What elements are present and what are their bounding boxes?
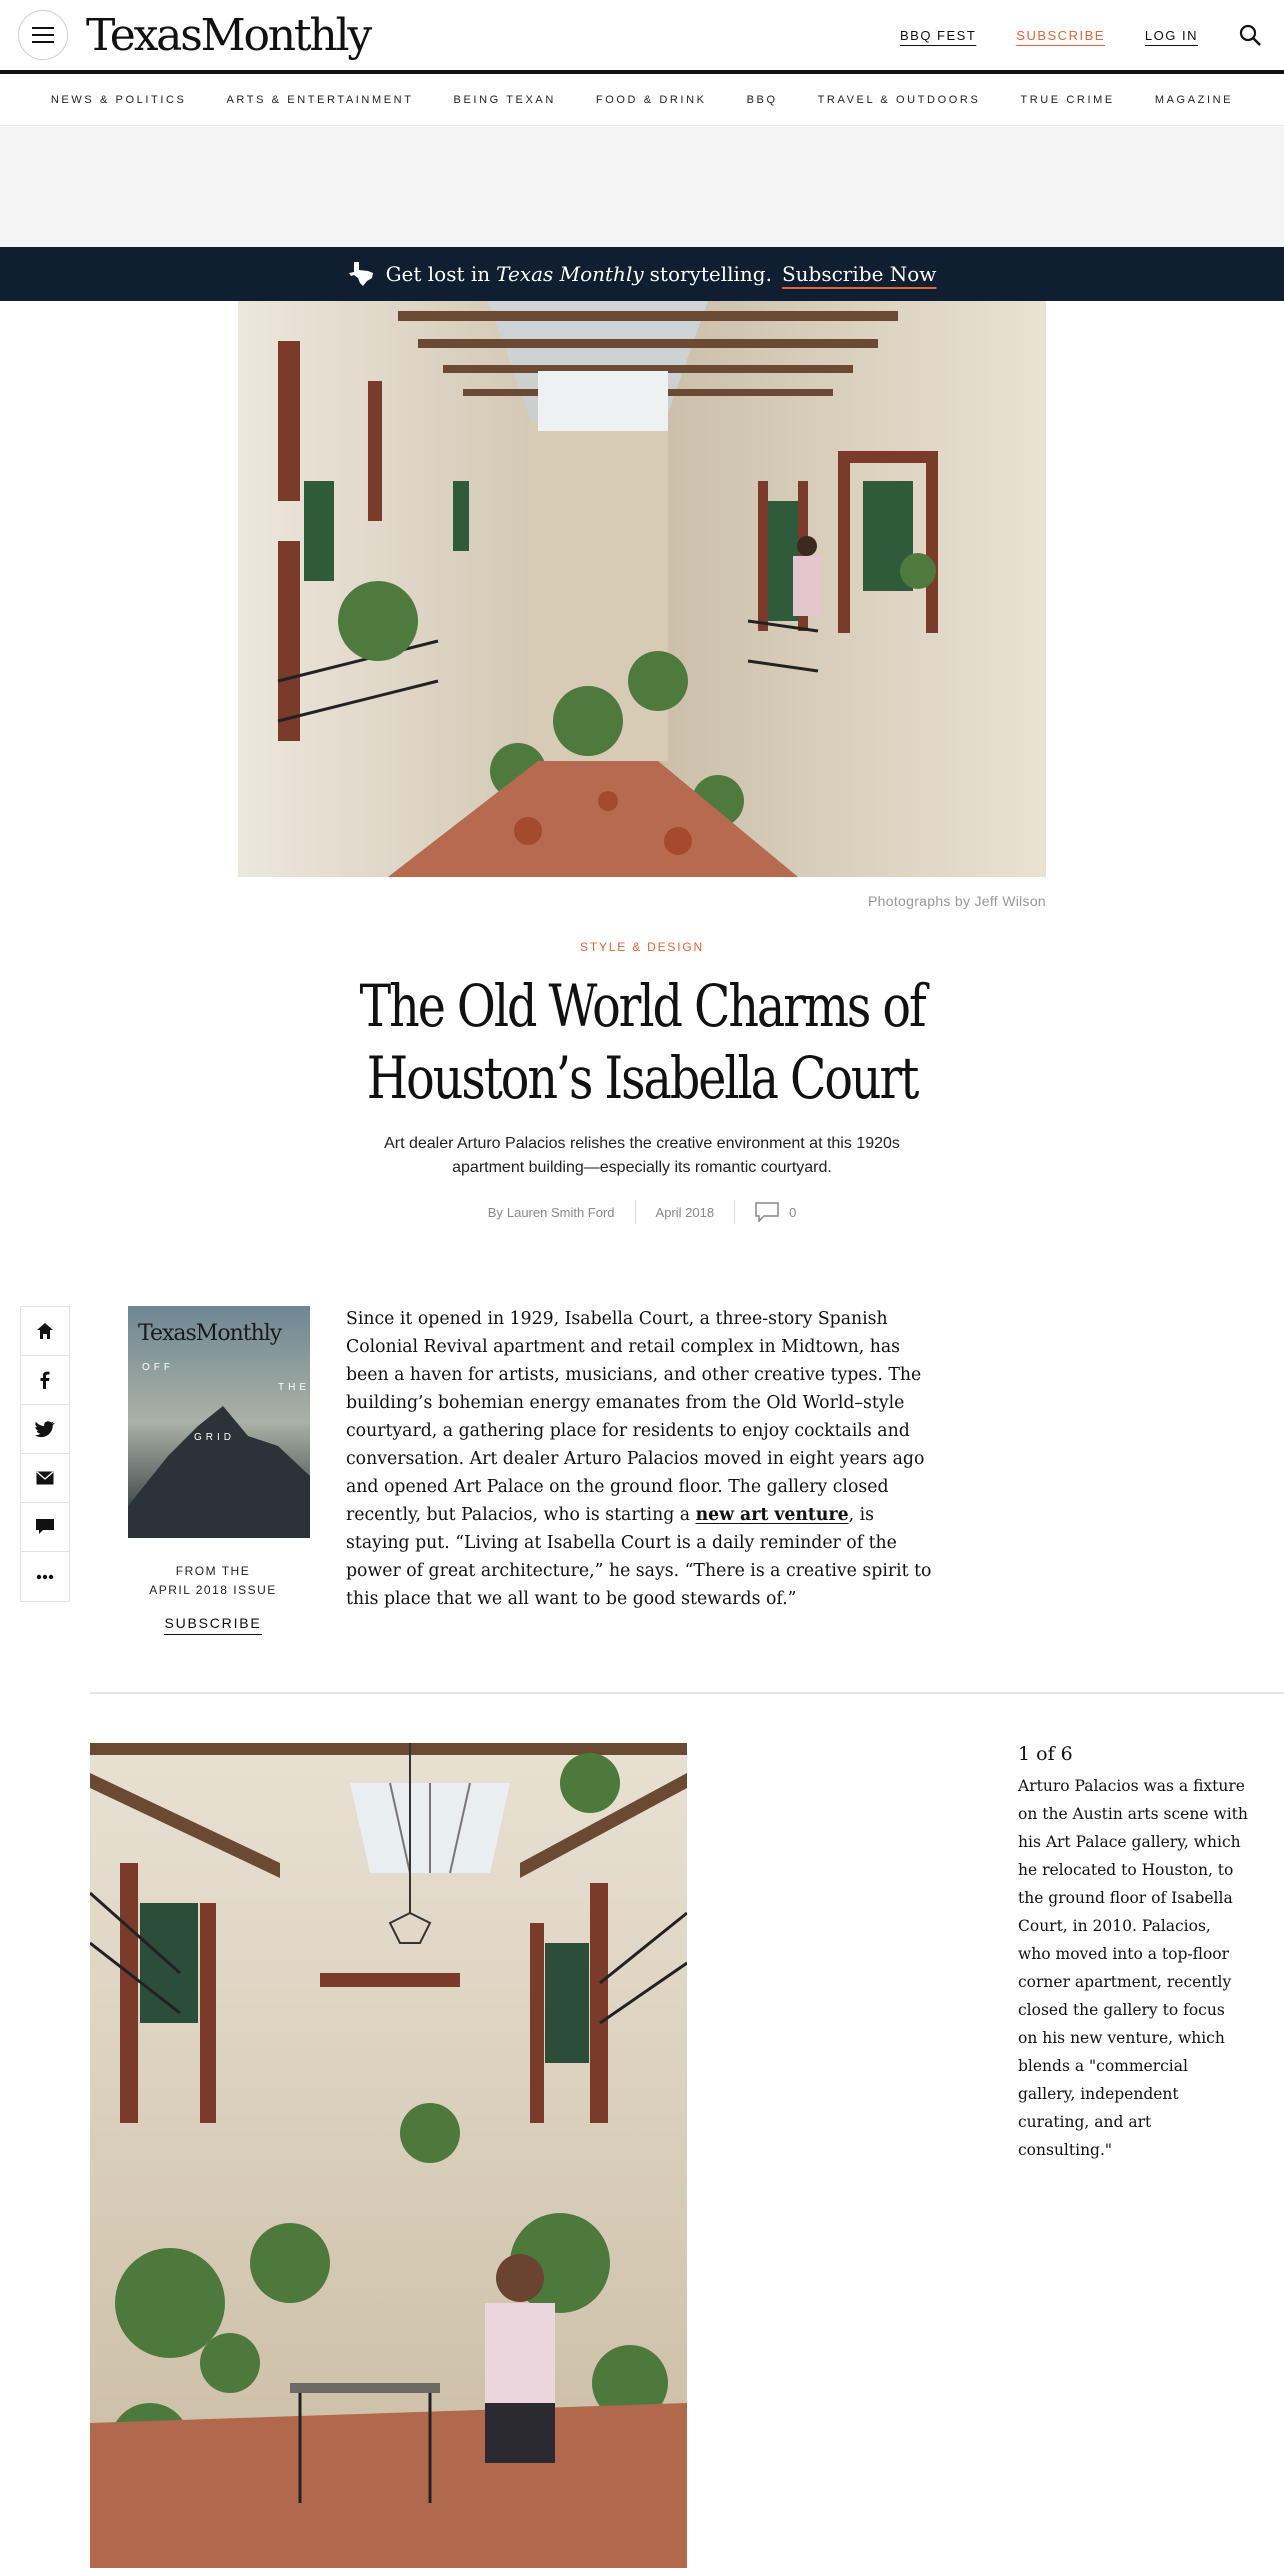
magazine-cover[interactable]	[128, 1306, 310, 1538]
home-button[interactable]	[21, 1307, 69, 1356]
cover-grid: GRID	[194, 1432, 235, 1443]
article-body	[346, 1305, 942, 1613]
body-text-end: , is staying put. “Living at Isabella Court is a daily reminder of the power of great architecture,” he says. “There is a creative spirit to this place that we all want to be good stewards of.”	[346, 1505, 932, 1609]
gallery-image[interactable]	[90, 1743, 687, 2568]
banner-text-end: storytelling.	[649, 262, 772, 286]
search-icon[interactable]	[1238, 23, 1262, 47]
byline-divider	[635, 1200, 636, 1224]
hamburger-icon	[32, 27, 54, 43]
site-header	[0, 0, 1284, 74]
nav-item-magazine[interactable]: MAGAZINE	[1154, 93, 1234, 106]
nav-item-food-drink[interactable]: FOOD & DRINK	[595, 93, 707, 106]
byline	[0, 1200, 1284, 1224]
author-link[interactable]: Lauren Smith Ford	[506, 1204, 615, 1220]
subscribe-now-link[interactable]: Subscribe Now	[781, 262, 937, 286]
issue-label	[110, 1562, 316, 1600]
banner-brand: Texas Monthly	[496, 262, 644, 286]
twitter-share-button[interactable]	[21, 1405, 69, 1454]
bbq-fest-link[interactable]: BBQ FEST	[899, 27, 977, 43]
courtyard-photo	[238, 301, 1046, 877]
subscribe-link[interactable]: SUBSCRIBE	[1016, 27, 1105, 43]
gallery-photo	[90, 1743, 687, 2568]
more-share-button[interactable]	[21, 1552, 69, 1601]
comment-count: 0	[789, 1204, 797, 1220]
photo-credit: Photographs by Jeff Wilson	[868, 893, 1046, 909]
nav-item-being-texan[interactable]: BEING TEXAN	[453, 93, 556, 106]
section-nav	[0, 74, 1284, 126]
issue-label-line1: FROM THE	[175, 1564, 251, 1578]
issue-label-line2: APRIL 2018 ISSUE	[149, 1583, 277, 1597]
issue-subscribe-link[interactable]	[110, 1615, 316, 1631]
email-icon	[36, 1471, 54, 1485]
category-kicker[interactable]: STYLE & DESIGN	[580, 940, 704, 954]
comment-icon	[36, 1519, 54, 1535]
nav-item-arts-entertainment[interactable]: ARTS & ENTERTAINMENT	[226, 93, 414, 106]
facebook-icon	[36, 1371, 54, 1389]
cover-logo: TexasMonthly	[138, 1321, 282, 1346]
cover-off: OFF	[142, 1362, 174, 1373]
article-dek: Art dealer Arturo Palacios relishes the creative environment at this 1920s apartment building—especially its romantic courtyard.	[384, 1135, 900, 1176]
site-logo[interactable]: TexasMonthly	[86, 10, 371, 61]
login-link[interactable]: LOG IN	[1144, 27, 1198, 43]
new-art-venture-link[interactable]: new art venture	[695, 1505, 849, 1525]
hero-image	[238, 301, 1046, 877]
nav-item-true-crime[interactable]: TRUE CRIME	[1020, 93, 1115, 106]
byline-divider	[734, 1200, 735, 1224]
facebook-share-button[interactable]	[21, 1356, 69, 1405]
issue-subscribe-label: SUBSCRIBE	[164, 1615, 261, 1635]
comment-button[interactable]	[21, 1503, 69, 1552]
nav-item-travel-outdoors[interactable]: TRAVEL & OUTDOORS	[817, 93, 981, 106]
email-share-button[interactable]	[21, 1454, 69, 1503]
gallery-caption: Arturo Palacios was a fixture on the Austin arts scene with his Art Palace gallery, which he relocated to Houston, to the ground floor of Isabella Court, in 2010. Palacios, who moved into a top-floor corner apartment, recently closed the gallery to focus on his new venture, which blends a "commercial gallery, independent curating, and art consulting."	[1018, 1777, 1248, 2159]
comment-bubble-icon	[755, 1202, 779, 1222]
comments-link[interactable]	[755, 1202, 796, 1222]
gallery-counter: 1 of 6	[1018, 1743, 1073, 1765]
banner-text: Get lost in	[385, 262, 491, 286]
subscribe-banner	[0, 247, 1284, 301]
publish-date: April 2018	[655, 1204, 715, 1220]
home-icon	[36, 1322, 54, 1340]
byline-by: By	[487, 1204, 503, 1220]
ad-slot	[0, 127, 1284, 247]
share-rail	[20, 1306, 70, 1602]
body-text-start: Since it opened in 1929, Isabella Court, a three-story Spanish Colonial Revival apartment and retail complex in Midtown, has been a haven for artists, musicians, and other creative types. The building’s bohemian energy emanates from the Old World–style courtyard, a gathering place for residents to enjoy cocktails and conversation. Art dealer Arturo Palacios moved in eight years ago and opened Art Palace on the ground floor. The gallery closed recently, but Palacios, who is starting a	[346, 1309, 925, 1525]
twitter-icon	[35, 1420, 55, 1438]
header-links	[900, 0, 1284, 70]
nav-item-news-politics[interactable]: NEWS & POLITICS	[50, 93, 187, 106]
more-icon	[36, 1574, 54, 1580]
hamburger-menu-button[interactable]	[18, 10, 68, 60]
article-title: The Old World Charms of Houston’s Isabella Court	[359, 972, 925, 1112]
nav-item-bbq[interactable]: BBQ	[746, 93, 778, 106]
section-divider	[90, 1692, 1284, 1694]
magazine-cover-art	[128, 1306, 310, 1538]
cover-the: THE	[278, 1382, 310, 1393]
texas-state-icon	[348, 261, 374, 287]
